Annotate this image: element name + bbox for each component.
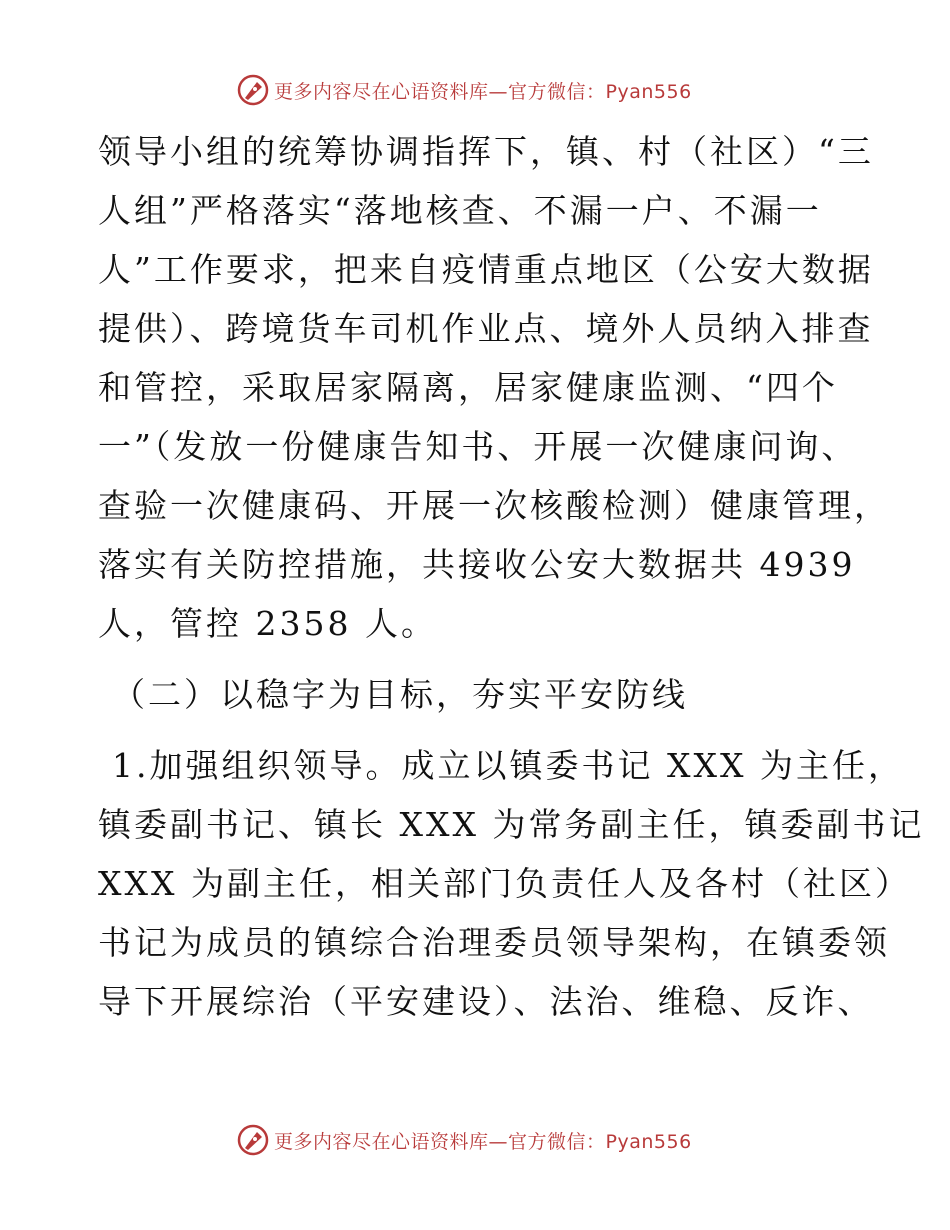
text-line: 查验一次健康码、开展一次核酸检测）健康管理， [98, 486, 890, 525]
text-line: 人，管控 2358 人。 [98, 604, 437, 643]
document-body [98, 122, 925, 1031]
text-line: 导下开展综治（平安建设）、法治、维稳、反诈、 [98, 982, 874, 1021]
text-line: 领导小组的统筹协调指挥下，镇、村（社区）“三 [98, 132, 874, 171]
text-line: 提供）、跨境货车司机作业点、境外人员纳入排查 [98, 309, 874, 348]
paragraph-organization [98, 736, 925, 1031]
text-line: 落实有关防控措施，共接收公安大数据共 4939 [98, 545, 856, 584]
footer-watermark [236, 1122, 692, 1158]
text-line: 人”工作要求，把来自疫情重点地区（公安大数据 [98, 250, 874, 289]
text-line: 一”（发放一份健康告知书、开展一次健康问询、 [98, 427, 858, 466]
text-line: 和管控，采取居家隔离，居家健康监测、“四个 [98, 368, 838, 407]
text-line: 书记为成员的镇综合治理委员领导架构，在镇委领 [98, 923, 890, 962]
section-heading: （二）以稳字为目标，夯实平安防线 [112, 675, 688, 714]
text-line: 人组”严格落实“落地核查、不漏一户、不漏一 [98, 191, 822, 230]
text-line: 镇委副书记、镇长 XXX 为常务副主任，镇委副书记 [98, 805, 925, 844]
text-line: 1.加强组织领导。成立以镇委书记 XXX 为主任， [112, 746, 904, 785]
watermark-text: 更多内容尽在心语资料库—官方微信：Pyan556 [274, 1130, 692, 1153]
header-watermark [236, 72, 692, 108]
paragraph-epidemic-control [98, 122, 890, 653]
watermark-text: 更多内容尽在心语资料库—官方微信：Pyan556 [274, 80, 692, 103]
pen-nib-logo-icon [236, 73, 270, 107]
text-line: XXX 为副主任，相关部门负责任人及各村（社区） [98, 864, 911, 903]
pen-nib-logo-icon [236, 1123, 270, 1157]
